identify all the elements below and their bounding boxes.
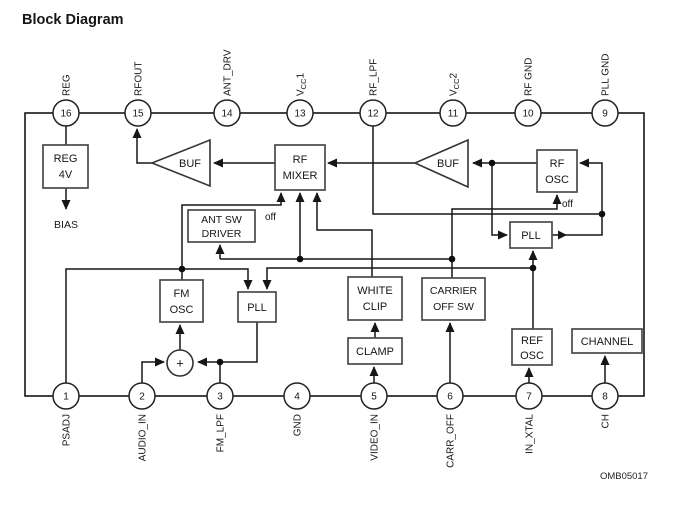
pin-label: PLL GND — [600, 53, 612, 96]
rf-osc-label: RF — [549, 158, 565, 170]
pin-top-11 — [440, 72, 466, 126]
ref-osc-label: REF — [521, 335, 543, 347]
rf-pll-label: PLL — [521, 230, 541, 242]
pin-top-9 — [592, 54, 618, 126]
pin-bottom-1 — [53, 383, 79, 446]
buf2-label: BUF — [437, 158, 459, 170]
carrier-off-sw-label: CARRIER — [429, 285, 478, 297]
pin-label: CH — [600, 414, 612, 429]
pin-number: 14 — [221, 108, 233, 120]
pin-number: 13 — [294, 108, 306, 120]
junction-dot — [489, 160, 496, 167]
rf-mixer-label: RF — [292, 154, 308, 166]
pin-number: 1 — [63, 391, 69, 403]
channel-label: CHANNEL — [580, 336, 634, 348]
pin-number: 16 — [60, 108, 72, 120]
blocks — [43, 140, 642, 376]
rfosc-off-label: off — [562, 199, 573, 210]
rf-osc-label2: OSC — [545, 174, 569, 186]
ant-sw-driver-label2: DRIVER — [201, 228, 242, 240]
ant-sw-driver-label: ANT SW — [201, 214, 242, 226]
pin-bottom-7 — [516, 383, 542, 454]
rf-mixer-label2: MIXER — [282, 170, 318, 182]
white-clip-label: WHITE — [357, 285, 393, 297]
pin-bottom-3 — [207, 383, 233, 452]
pin-number: 3 — [217, 391, 223, 403]
white-clip-block — [348, 277, 402, 320]
carrier-off-sw-label2: OFF SW — [433, 301, 474, 313]
pin-number: 12 — [367, 108, 379, 120]
pin-label: AUDIO_IN — [137, 414, 149, 462]
pin-label: CARR_OFF — [445, 414, 457, 468]
pin-label: $V_{CC}2$ — [448, 72, 461, 96]
pin-label: RFOUT — [133, 61, 145, 96]
page-title: Block Diagram — [22, 12, 124, 28]
bias-label: BIAS — [54, 219, 78, 231]
pin-bottom-8 — [592, 383, 618, 428]
pin-label: IN_XTAL — [524, 414, 536, 454]
pin-top-12 — [360, 59, 386, 126]
junction-dot — [217, 359, 224, 366]
pin-bottom-5 — [361, 383, 387, 461]
mixer-off-label: off — [265, 212, 276, 223]
pin-number: 10 — [522, 108, 534, 120]
reg-block — [43, 145, 88, 188]
pin-label: RF GND — [523, 57, 535, 96]
rfpll-output-direction-arrow — [558, 231, 567, 240]
junction-dot — [599, 211, 606, 218]
pin-label: GND — [292, 414, 304, 437]
pin-label: $V_{CC}1$ — [295, 72, 308, 96]
pin-label: REG — [61, 74, 73, 96]
wire-buf1-to-pin15 — [137, 129, 152, 163]
pin-number: 4 — [294, 391, 300, 403]
pin-bottom-2 — [129, 383, 155, 461]
pin-label: FM_LPF — [215, 414, 227, 453]
pin-number: 15 — [132, 108, 144, 120]
summing-node-label: + — [176, 355, 184, 371]
wire-whiteclip-to-mixer — [317, 193, 372, 277]
pins-top — [53, 49, 618, 126]
pin-top-13 — [287, 72, 313, 126]
pin-number: 5 — [371, 391, 377, 403]
pin-top-10 — [515, 58, 541, 126]
wire-fmpll-to-summer — [198, 322, 257, 362]
ref-osc-label2: OSC — [520, 350, 544, 362]
pin-bottom-6 — [437, 383, 463, 468]
pin-top-14 — [214, 49, 240, 126]
fm-osc-label: FM — [173, 288, 190, 300]
pin-label: ANT_DRV — [222, 49, 234, 96]
fm-pll-label: PLL — [247, 302, 267, 314]
reg-block-label: REG — [53, 153, 78, 165]
pin-bottom-4 — [284, 383, 310, 436]
pin-number: 9 — [602, 108, 608, 120]
junction-dot — [179, 266, 186, 273]
buf1-label: BUF — [179, 158, 201, 170]
junction-dot — [297, 256, 304, 263]
fm-osc-label2: OSC — [169, 304, 194, 316]
figure-code: OMB05017 — [599, 471, 648, 482]
pin-number: 8 — [602, 391, 608, 403]
rf-mixer-block — [275, 145, 325, 190]
clamp-label: CLAMP — [356, 346, 394, 358]
wire-rfosc-to-rfpll — [492, 163, 507, 235]
pin-label: RF_LPF — [368, 58, 380, 96]
white-clip-label2: CLIP — [362, 301, 388, 313]
junction-dot — [449, 256, 456, 263]
pin-number: 7 — [526, 391, 532, 403]
junction-dot — [530, 265, 537, 272]
pin-top-16 — [53, 74, 79, 126]
pin-label: VIDEO_IN — [369, 414, 381, 461]
reg-block-label2: 4V — [58, 169, 73, 181]
pin-number: 11 — [447, 108, 459, 120]
pin-label: PSADJ — [61, 414, 73, 447]
pin-top-15 — [125, 62, 151, 126]
pin-number: 2 — [139, 391, 145, 403]
pin-number: 6 — [447, 391, 453, 403]
wire-pin2-audio-to-summer — [142, 362, 164, 383]
